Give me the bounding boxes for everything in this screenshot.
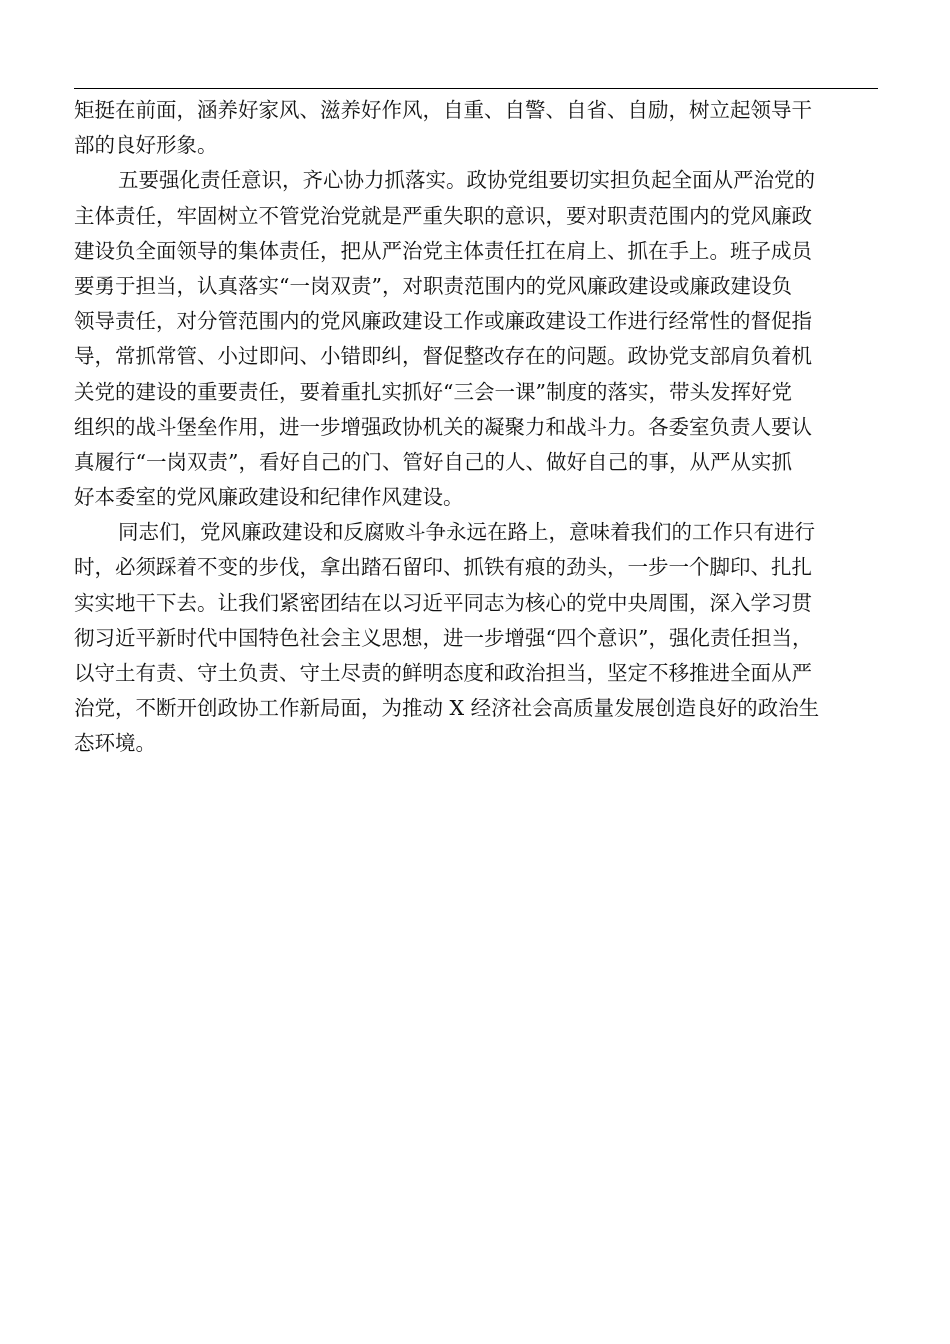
text-line: 关党的建设的重要责任，要着重扎实抓好“三会一课”制度的落实，带头发挥好党 — [74, 379, 792, 404]
text-line: 治党，不断开创政协工作新局面，为推动 X 经济社会高质量发展创造良好的政治生 — [74, 696, 820, 721]
text-line: 建设负全面领导的集体责任，把从严治党主体责任扛在肩上、抓在手上。班子成员 — [74, 238, 812, 263]
text-line: 真履行“一岗双责”，看好自己的门、管好自己的人、做好自己的事，从严从实抓 — [74, 449, 792, 474]
text-line: 实实地干下去。让我们紧密团结在以习近平同志为核心的党中央周围，深入学习贯 — [74, 590, 812, 615]
text-line: 好本委室的党风廉政建设和纪律作风建设。 — [74, 485, 464, 510]
text-line: 矩挺在前面，涵养好家风、滋养好作风，自重、自警、自省、自励，树立起领导干 — [74, 98, 812, 122]
text-line: 以守土有责、守土负责、守土尽责的鲜明态度和政治担当，坚定不移推进全面从严 — [74, 661, 812, 685]
text-line: 导，常抓常管、小过即问、小错即纠，督促整改存在的问题。政协党支部肩负着机 — [74, 344, 812, 369]
text-line: 时，必须踩着不变的步伐，拿出踏石留印、抓铁有痕的劲头，一步一个脚印、扎扎 — [74, 555, 812, 580]
paragraph-point-five — [74, 163, 884, 515]
text-line: 要勇于担当，认真落实“一岗双责”，对职责范围内的党风廉政建设或廉政建设负 — [74, 273, 792, 298]
paragraph-closing — [74, 515, 884, 761]
text-line: 部的良好形象。 — [74, 133, 218, 158]
header-rule — [74, 88, 878, 89]
document-body — [74, 93, 884, 762]
text-line: 五要强化责任意识，齐心协力抓落实。政协党组要切实担负起全面从严治党的 — [118, 168, 815, 193]
text-line: 同志们，党风廉政建设和反腐败斗争永远在路上，意味着我们的工作只有进行 — [118, 520, 815, 545]
paragraph-continuation — [74, 93, 884, 163]
text-line: 领导责任，对分管范围内的党风廉政建设工作或廉政建设工作进行经常性的督促指 — [74, 309, 812, 334]
text-line: 主体责任，牢固树立不管党治党就是严重失职的意识，要对职责范围内的党风廉政 — [74, 203, 812, 228]
text-line: 态环境。 — [74, 731, 156, 756]
text-line: 组织的战斗堡垒作用，进一步增强政协机关的凝聚力和战斗力。各委室负责人要认 — [74, 414, 812, 439]
text-line: 彻习近平新时代中国特色社会主义思想，进一步增强“四个意识”，强化责任担当， — [74, 625, 813, 650]
